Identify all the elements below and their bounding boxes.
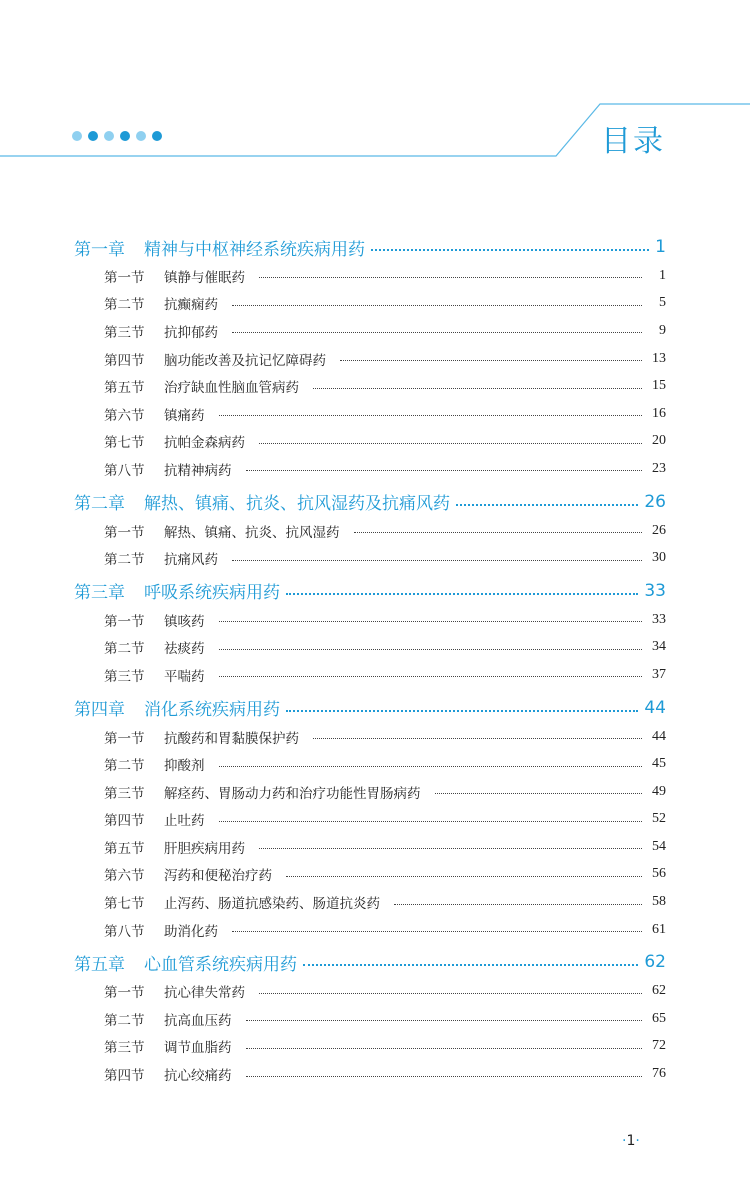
toc-section-row[interactable] (74, 634, 666, 662)
chapter-page-number: 33 (644, 580, 666, 601)
page-header (0, 0, 750, 170)
section-page-number: 30 (652, 550, 666, 566)
header-dot (104, 131, 114, 141)
header-dot (88, 131, 98, 141)
section-title: 肝胆疾病用药 (164, 840, 245, 857)
section-title: 助消化药 (164, 923, 218, 940)
section-number: 第六节 (104, 407, 145, 424)
chapter-number: 第五章 (74, 954, 125, 975)
page-number (622, 1133, 640, 1149)
toc-section-row[interactable] (74, 1005, 666, 1033)
toc-section-row[interactable] (74, 455, 666, 483)
section-title: 调节血脂药 (164, 1040, 232, 1057)
toc-section-row[interactable] (74, 606, 666, 634)
dot-leader (232, 931, 642, 932)
section-title: 平喘药 (164, 668, 205, 685)
section-title: 抗酸药和胃黏膜保护药 (164, 730, 299, 747)
chapter-number: 第一章 (74, 239, 125, 260)
dot-leader (371, 249, 649, 251)
section-number: 第七节 (104, 435, 145, 452)
dot-leader (219, 621, 643, 622)
section-number: 第三节 (104, 668, 145, 685)
dot-leader (354, 532, 643, 533)
toc-section-row[interactable] (74, 290, 666, 318)
chapter-title: 消化系统疾病用药 (144, 700, 280, 721)
section-title: 抗癫痫药 (164, 297, 218, 314)
dot-leader (259, 848, 642, 849)
section-title: 抗心律失常药 (164, 985, 245, 1002)
section-page-number: 9 (659, 322, 666, 338)
section-number: 第三节 (104, 785, 145, 802)
section-page-number: 5 (659, 295, 666, 311)
header-dot (152, 131, 162, 141)
dot-leader (219, 821, 643, 822)
section-page-number: 20 (652, 433, 666, 449)
dot-leader (286, 593, 638, 595)
dot-leader (303, 964, 638, 966)
toc-section-row[interactable] (74, 400, 666, 428)
page-number-decoration-left: · (622, 1133, 627, 1149)
section-number: 第五节 (104, 840, 145, 857)
toc-section-row[interactable] (74, 345, 666, 373)
section-number: 第一节 (104, 613, 145, 630)
section-number: 第二节 (104, 297, 145, 314)
page-title: 目录 (601, 124, 665, 159)
section-title: 镇痛药 (164, 407, 205, 424)
section-number: 第七节 (104, 896, 145, 913)
section-number: 第一节 (104, 985, 145, 1002)
section-number: 第八节 (104, 923, 145, 940)
section-page-number: 52 (652, 811, 666, 827)
chapter-title: 精神与中枢神经系统疾病用药 (144, 239, 365, 260)
section-title: 抗帕金森病药 (164, 435, 245, 452)
section-number: 第五节 (104, 380, 145, 397)
section-title: 治疗缺血性脑血管病药 (164, 380, 299, 397)
dot-leader (246, 1048, 643, 1049)
section-page-number: 65 (652, 1010, 666, 1026)
section-page-number: 61 (652, 921, 666, 937)
chapter-title: 心血管系统疾病用药 (144, 954, 297, 975)
dot-leader (340, 360, 642, 361)
dot-leader (219, 766, 643, 767)
section-page-number: 15 (652, 378, 666, 394)
section-title: 抗高血压药 (164, 1012, 232, 1029)
toc-section-row[interactable] (74, 977, 666, 1005)
toc-section-row[interactable] (74, 372, 666, 400)
toc-chapter-row[interactable] (74, 693, 666, 723)
dot-leader (219, 676, 643, 677)
section-title: 抗抑郁药 (164, 324, 218, 341)
section-page-number: 58 (652, 894, 666, 910)
dot-leader (435, 793, 643, 794)
header-dot (72, 131, 82, 141)
section-number: 第四节 (104, 1068, 145, 1085)
section-number: 第二节 (104, 552, 145, 569)
dot-leader (313, 738, 642, 739)
chapter-page-number: 26 (644, 491, 666, 512)
dot-leader (246, 1076, 643, 1077)
toc-chapter-row[interactable] (74, 576, 666, 606)
section-number: 第四节 (104, 813, 145, 830)
section-page-number: 13 (652, 350, 666, 366)
section-number: 第一节 (104, 730, 145, 747)
section-page-number: 49 (652, 783, 666, 799)
section-page-number: 45 (652, 756, 666, 772)
page-number-value: 1 (626, 1133, 636, 1149)
chapter-title: 解热、镇痛、抗炎、抗风湿药及抗痛风药 (144, 494, 450, 515)
section-title: 止吐药 (164, 813, 205, 830)
toc-section-row[interactable] (74, 833, 666, 861)
header-dot (136, 131, 146, 141)
section-title: 解痉药、胃肠动力药和治疗功能性胃肠病药 (164, 785, 421, 802)
section-page-number: 16 (652, 405, 666, 421)
dot-leader (286, 876, 642, 877)
dot-leader (219, 415, 643, 416)
section-page-number: 72 (652, 1038, 666, 1054)
dot-leader (259, 277, 642, 278)
toc-section-row[interactable] (74, 888, 666, 916)
toc-section-row[interactable] (74, 916, 666, 944)
chapter-page-number: 62 (644, 952, 666, 973)
section-number: 第四节 (104, 352, 145, 369)
toc-section-row[interactable] (74, 1033, 666, 1061)
dot-leader (246, 470, 643, 471)
toc-section-row[interactable] (74, 428, 666, 456)
section-title: 抗精神病药 (164, 462, 232, 479)
section-number: 第八节 (104, 462, 145, 479)
section-number: 第六节 (104, 868, 145, 885)
chapter-page-number: 44 (644, 697, 666, 718)
dot-leader (232, 332, 642, 333)
section-title: 抑酸剂 (164, 758, 205, 775)
section-page-number: 37 (652, 666, 666, 682)
chapter-number: 第四章 (74, 700, 125, 721)
section-title: 镇静与催眠药 (164, 269, 245, 286)
section-page-number: 44 (652, 728, 666, 744)
header-dot (120, 131, 130, 141)
chapter-number: 第二章 (74, 494, 125, 515)
toc-section-row[interactable] (74, 778, 666, 806)
section-title: 抗痛风药 (164, 552, 218, 569)
section-number: 第三节 (104, 324, 145, 341)
section-page-number: 34 (652, 639, 666, 655)
toc-chapter-row[interactable] (74, 232, 666, 262)
dot-leader (232, 560, 642, 561)
chapter-number: 第三章 (74, 583, 125, 604)
section-title: 祛痰药 (164, 641, 205, 658)
section-page-number: 56 (652, 866, 666, 882)
section-number: 第三节 (104, 1040, 145, 1057)
toc-section-row[interactable] (74, 262, 666, 290)
dot-leader (456, 504, 638, 506)
dot-leader (394, 904, 642, 905)
toc-section-row[interactable] (74, 806, 666, 834)
section-page-number: 76 (652, 1066, 666, 1082)
section-title: 泻药和便秘治疗药 (164, 868, 272, 885)
section-page-number: 33 (652, 611, 666, 627)
section-title: 抗心绞痛药 (164, 1068, 232, 1085)
dot-leader (232, 305, 642, 306)
section-title: 镇咳药 (164, 613, 205, 630)
section-number: 第二节 (104, 1012, 145, 1029)
section-page-number: 26 (652, 522, 666, 538)
page-number-decoration-right: · (635, 1133, 640, 1149)
section-title: 解热、镇痛、抗炎、抗风湿药 (164, 524, 340, 541)
dot-leader (259, 443, 642, 444)
section-number: 第一节 (104, 269, 145, 286)
toc-section-row[interactable] (74, 317, 666, 345)
toc-chapter-row[interactable] (74, 947, 666, 977)
toc-section-row[interactable] (74, 661, 666, 689)
dot-leader (286, 710, 638, 712)
section-page-number: 62 (652, 983, 666, 999)
toc-section-row[interactable] (74, 861, 666, 889)
section-title: 止泻药、肠道抗感染药、肠道抗炎药 (164, 896, 380, 913)
toc-section-row[interactable] (74, 517, 666, 545)
section-page-number: 1 (659, 267, 666, 283)
header-dots (72, 131, 162, 141)
section-page-number: 23 (652, 460, 666, 476)
table-of-contents (74, 232, 666, 1092)
toc-section-row[interactable] (74, 544, 666, 572)
section-number: 第一节 (104, 524, 145, 541)
chapter-page-number: 1 (655, 237, 666, 257)
toc-chapter-row[interactable] (74, 487, 666, 517)
dot-leader (313, 388, 642, 389)
chapter-title: 呼吸系统疾病用药 (144, 583, 280, 604)
section-page-number: 54 (652, 838, 666, 854)
toc-section-row[interactable] (74, 1060, 666, 1088)
section-number: 第二节 (104, 641, 145, 658)
dot-leader (246, 1020, 643, 1021)
toc-section-row[interactable] (74, 723, 666, 751)
dot-leader (219, 649, 643, 650)
section-title: 脑功能改善及抗记忆障碍药 (164, 352, 326, 369)
dot-leader (259, 993, 642, 994)
section-number: 第二节 (104, 758, 145, 775)
toc-section-row[interactable] (74, 750, 666, 778)
